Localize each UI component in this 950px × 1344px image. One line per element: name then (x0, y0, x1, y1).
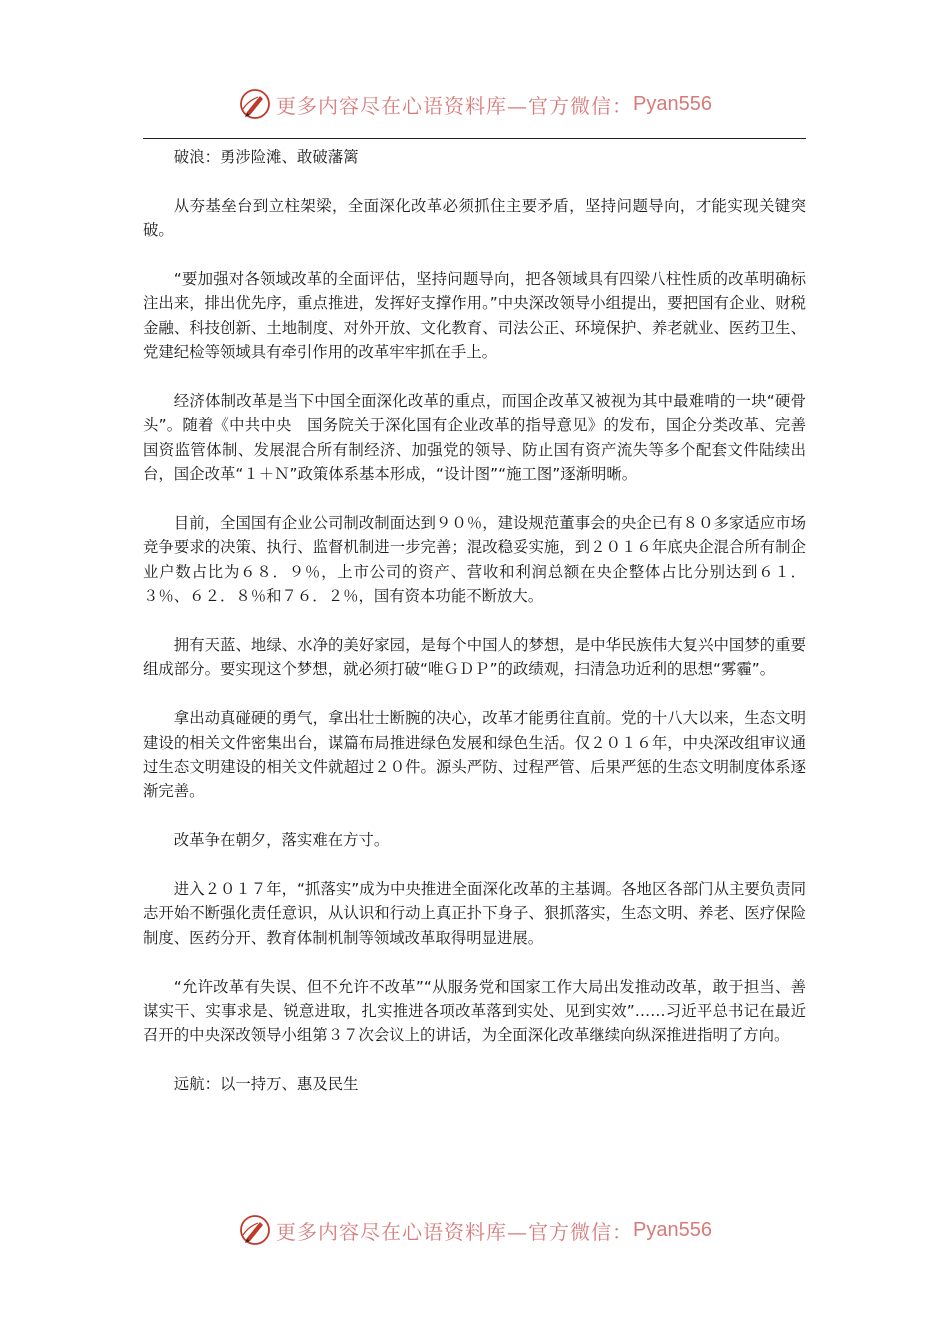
paragraph: 拿出动真碰硬的勇气，拿出壮士断腕的决心，改革才能勇往直前。党的十八大以来，生态文明建设的相关文件密集出台，谋篇布局推进绿色发展和绿色生活。仅２０１６年，中央深改组审议通过生态文明建设的相关文件就超过２０件。源头严防、过程严管、后果严惩的生态文明制度体系逐渐完善。 (143, 709, 806, 801)
section-heading-polang: 破浪：勇涉险滩、敢破藩篱 (173, 148, 359, 166)
paragraph: 进入２０１７年，“抓落实”成为中央推进全面深化改革的主基调。各地区各部门从主要负责同志开始不断强化责任意识，从认识和行动上真正扑下身子、狠抓落实，生态文明、养老、医疗保险制度、医药分开、教育体制机制等领域改革取得明显进展。 (143, 880, 806, 947)
paragraph: 拥有天蓝、地绿、水净的美好家园，是每个中国人的梦想，是中华民族伟大复兴中国梦的重要组成部分。要实现这个梦想，就必须打破“唯ＧＤＰ”的政绩观，扫清急功近利的思想“雾霾”。 (143, 636, 806, 679)
header-divider (143, 138, 806, 139)
paragraph: 改革争在朝夕，落实难在方寸。 (173, 831, 390, 850)
paragraph: 从夯基垒台到立柱架梁，全面深化改革必须抓住主要矛盾，坚持问题导向，才能实现关键突破。 (143, 196, 806, 240)
footer-banner (0, 1208, 950, 1252)
paragraph: 目前，全国国有企业公司制改制面达到９０％，建设规范董事会的央企已有８０多家适应市场竞争要求的决策、执行、监督机制进一步完善；混改稳妥实施，到２０１６年底央企混合所有制企业户数占比为６８．９％，上市公司的资产、营收和利润总额在央企整体占比分别达到６１．３％、６２．８％和７６．２％，国有资本功能不断放大。 (143, 514, 806, 606)
article-body (143, 145, 806, 1121)
header-banner-wechat-id: Pyan556 (633, 92, 712, 115)
paragraph: 经济体制改革是当下中国全面深化改革的重点，而国企改革又被视为其中最难啃的一块“硬骨头”。随着《中共中央 国务院关于深化国有企业改革的指导意见》的发布，国企分类改革、完善国资监管体制、发展混合所有制经济、加强党的领导、防止国有资产流失等多个配套文件陆续出台，国企改革“１＋Ｎ”政策体系基本形成，“设计图”“施工图”逐渐明晰。 (143, 392, 806, 484)
pen-logo-icon (238, 87, 272, 121)
header-banner-text: 更多内容尽在心语资料库—官方微信： (276, 93, 634, 118)
section-heading-yuanhang: 远航：以一持万、惠及民生 (173, 1075, 359, 1094)
footer-banner-wechat-id: Pyan556 (633, 1218, 712, 1241)
paragraph: “要加强对各领域改革的全面评估，坚持问题导向，把各领域具有四梁八柱性质的改革明确标注出来，排出优先序，重点推进，发挥好支撑作用。”中央深改领导小组提出，要把国有企业、财税金融、科技创新、土地制度、对外开放、文化教育、司法公正、环境保护、养老就业、医药卫生、党建纪检等领域具有牵引作用的改革牢牢抓在手上。 (143, 270, 806, 362)
paragraph: “允许改革有失误、但不允许不改革”“从服务党和国家工作大局出发推动改革，敢于担当、善谋实干、实事求是、锐意进取，扎实推进各项改革落到实处、见到实效”……习近平总书记在最近召开的中央深改领导小组第３７次会议上的讲话，为全面深化改革继续向纵深推进指明了方向。 (143, 977, 806, 1045)
footer-banner-text: 更多内容尽在心语资料库—官方微信： (276, 1219, 634, 1244)
header-banner (0, 82, 950, 126)
pen-logo-icon (238, 1213, 272, 1247)
